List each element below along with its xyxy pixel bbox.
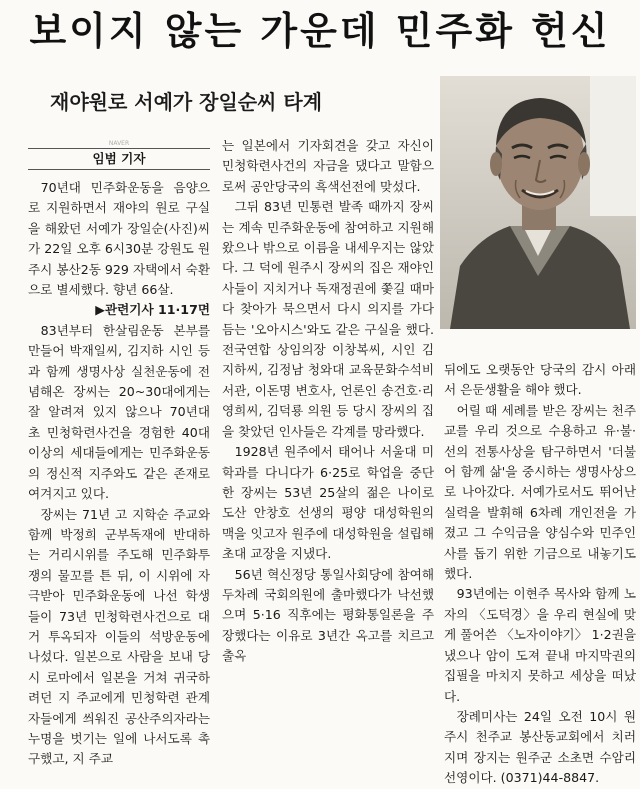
paragraph: 뒤에도 오랫동안 당국의 감시 아래서 은둔생활을 해야 했다. bbox=[444, 362, 636, 398]
paragraph: 83년부터 한살림운동 본부를 만들어 박재일씨, 김지하 시인 등과 함께 생명사상 실천운동에 전념해온 장씨는 20~30대에게는 잘 알려져 있지 않으나 70년대 초 민청학련사건을 경험한 40대 이상의 세대들에게는 민주화운동의 정신적 지주와도 같은 존재로 여겨지고 있다. bbox=[28, 322, 210, 502]
related-articles-link[interactable]: ▶관련기사 11·17면 bbox=[95, 302, 210, 318]
paragraph: 그뒤 83년 민통련 발족 때까지 장씨는 계속 민주화운동에 참여하고 지원해왔으나 밖으로 이름을 내세우지는 않았다. 그 덕에 원주시 장씨의 집은 재야인사들이 지치거나 독재정권에 쫓길 때마다 찾아가 묵으면서 다시 의지를 가다듬는 '오아시스'와도 같은 구실을 했다. 전국연합 상임의장 이창복씨, 시인 김지하씨, 김정남 청와대 교육문화수석비서관, 이돈명 변호사, 언론인 송건호·리영희씨, 김덕룡 의원 등 당시 장씨의 집을 찾았던 인사들은 각계를 망라했다. bbox=[222, 199, 434, 439]
paragraph: 93년에는 이현주 목사와 함께 노자의 〈도덕경〉을 우리 현실에 맞게 풀어쓴 〈노자이야기〉 1·2권을 냈으나 암이 도져 끝내 마지막권의 집필을 마치지 못하고 세상을 떠났다. bbox=[444, 586, 636, 704]
subheadline: 재야원로 서예가 장일순씨 타계 bbox=[50, 90, 323, 114]
paragraph: 어릴 때 세례를 받은 장씨는 천주교를 우리 것으로 수용하고 유·불·선의 전통사상을 탐구하면서 '더불어 함께 삶'을 중시하는 생명사상으로 나아갔다. 서예가로서도 뛰어난 실력을 발휘해 6차례 개인전을 가졌고 그 수익금을 양심수와 민주인사를 돕기 위한 기금으로 내놓기도 했다. bbox=[444, 402, 636, 582]
watermark: NAVER bbox=[108, 140, 130, 147]
article-column-2 bbox=[222, 136, 434, 667]
paragraph: 장씨는 71년 고 지학순 주교와 함께 박정희 군부독재에 반대하는 거리시위를 주도해 민주화투쟁의 물꼬를 튼 뒤, 이 시위에 자극받아 민주화운동에 나선 학생들이 73년 민청학련사건으로 대거 투옥되자 이들의 석방운동에 나섰다. 일본으로 사람을 보내 당시 로마에서 일본을 거쳐 귀국하려던 지 주교에게 민청학련 관계자들에게 씌워진 공산주의자라는 누명을 벗기는 일에 나서도록 촉구했고, 지 주교 bbox=[28, 506, 210, 767]
paragraph: 장례미사는 24일 오전 10시 원주시 천주교 봉산동교회에서 치러지며 장지는 원주군 소초면 수암리 선영이다. (0371)44-8847. bbox=[444, 708, 636, 786]
headline: 보이지 않는 가운데 민주화 헌신 bbox=[29, 9, 611, 53]
article-column-3 bbox=[444, 360, 636, 789]
paragraph: 70년대 민주화운동을 음양으로 지원하면서 재야의 원로 구실을 해왔던 서예가 장일순(사진)씨가 22일 오후 6시30분 강원도 원주시 봉산2동 929 자택에서 숙환으로 별세했다. 향년 66살. bbox=[28, 180, 210, 298]
paragraph: 1928년 원주에서 태어나 서울대 미학과를 다니다가 6·25로 학업을 중단한 장씨는 53년 25살의 젊은 나이로 도산 안창호 선생의 평양 대성학원의 맥을 잇고자 원주에 대성학원을 설립해 초대 교장을 지냈다. bbox=[222, 444, 434, 562]
article-column-1 bbox=[28, 178, 210, 770]
portrait-image bbox=[440, 76, 636, 329]
paragraph: 는 일본에서 기자회견을 갖고 자신이 민청학련사건의 자금을 댔다고 말함으로써 공안당국의 흑색선전에 맞섰다. bbox=[222, 138, 434, 194]
byline-block bbox=[28, 140, 210, 170]
portrait-photo bbox=[440, 76, 636, 329]
byline: 임범 기자 bbox=[28, 148, 210, 170]
paragraph: 56년 혁신정당 통일사회당에 참여해 두차례 국회의원에 출마했다가 낙선했으며 5·16 직후에는 평화통일론을 주장했다는 이유로 3년간 옥고를 치르고 출옥 bbox=[222, 566, 434, 664]
